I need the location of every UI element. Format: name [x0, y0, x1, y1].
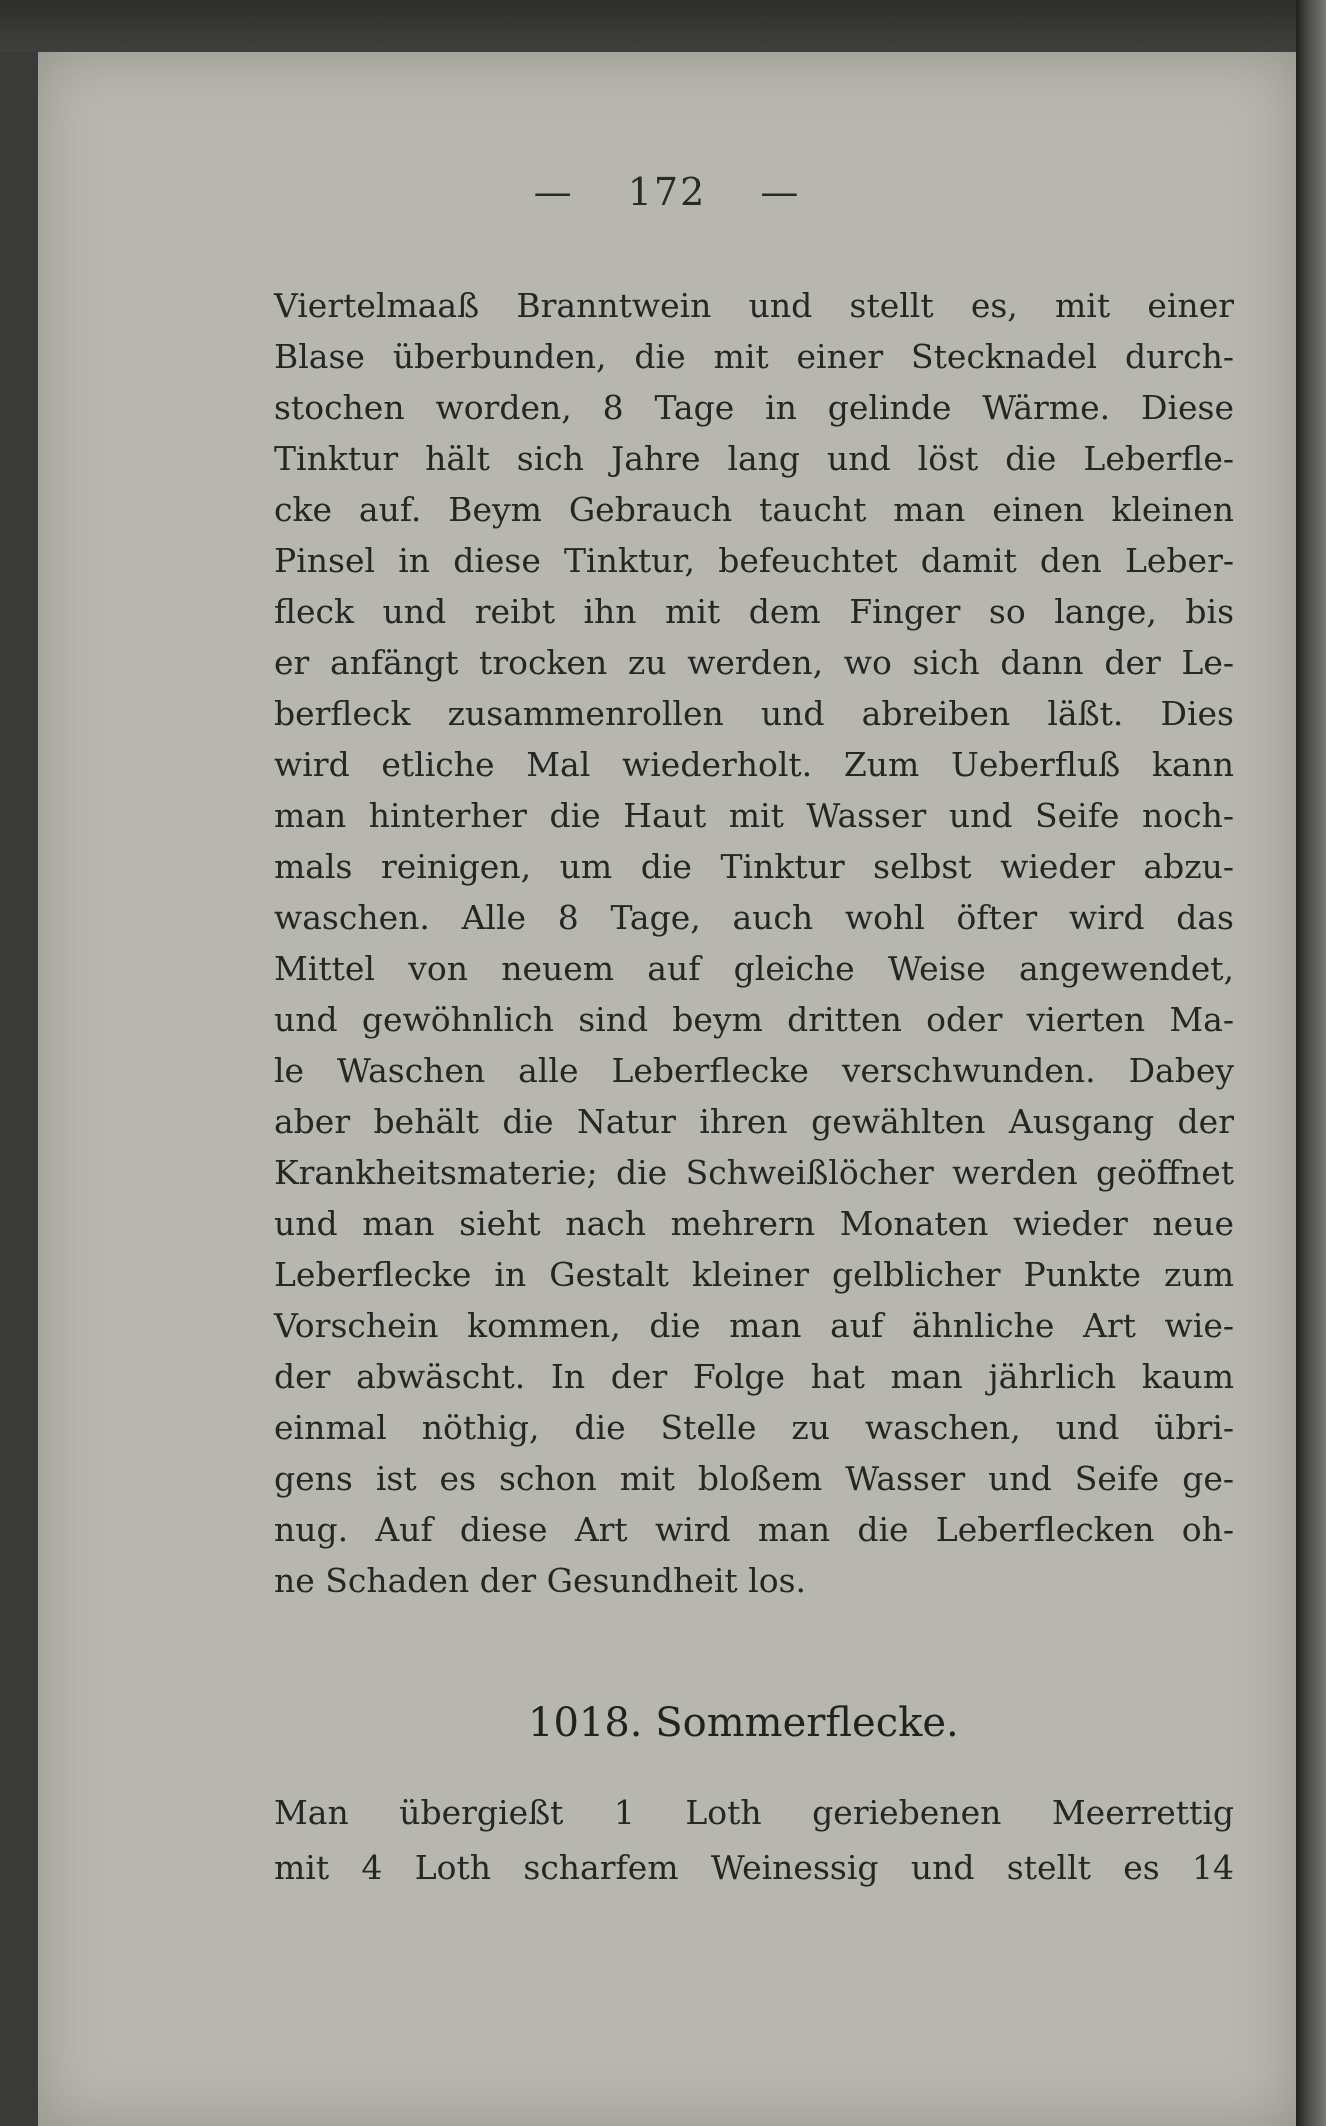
text-line: le Waschen alle Leberflecke verschwunden. Dabey [274, 1051, 1234, 1090]
text-line: berfleck zusammenrollen und abreiben läßt. Dies [274, 694, 1234, 733]
book-page [38, 52, 1296, 2126]
text-line: Tinktur hält sich Jahre lang und löst die Leberfle- [274, 439, 1234, 478]
text-line: fleck und reibt ihn mit dem Finger so lange, bis [274, 592, 1234, 631]
text-line: mit 4 Loth scharfem Weinessig und stellt es 14 [274, 1848, 1234, 1887]
book-binding-edge [1296, 0, 1326, 2126]
text-line: Krankheitsmaterie; die Schweißlöcher werden geöffnet [274, 1153, 1234, 1192]
text-line: Vorschein kommen, die man auf ähnliche Art wie- [274, 1306, 1234, 1345]
page-number: 172 [627, 170, 707, 214]
text-line: aber behält die Natur ihren gewählten Ausgang der [274, 1102, 1234, 1141]
text-line: der abwäscht. In der Folge hat man jährlich kaum [274, 1357, 1234, 1396]
header-dash-left: — [533, 170, 574, 214]
text-line: wird etliche Mal wiederholt. Zum Ueberfluß kann [274, 745, 1234, 784]
text-line: Pinsel in diese Tinktur, befeuchtet damit den Leber- [274, 541, 1234, 580]
scan-top-edge [0, 0, 1326, 52]
text-line: und gewöhnlich sind beym dritten oder vierten Ma- [274, 1000, 1234, 1039]
text-line: man hinterher die Haut mit Wasser und Seife noch- [274, 796, 1234, 835]
page-header [38, 170, 1296, 214]
section-heading: 1018. Sommerflecke. [528, 1700, 959, 1746]
section-paragraph [274, 1785, 1234, 1895]
text-line: Viertelmaaß Branntwein und stellt es, mit einer [274, 286, 1234, 325]
text-line: Mittel von neuem auf gleiche Weise angewendet, [274, 949, 1234, 988]
text-line: mals reinigen, um die Tinktur selbst wieder abzu- [274, 847, 1234, 886]
text-line: gens ist es schon mit bloßem Wasser und Seife ge- [274, 1459, 1234, 1498]
text-line: waschen. Alle 8 Tage, auch wohl öfter wird das [274, 898, 1234, 937]
text-line: und man sieht nach mehrern Monaten wieder neue [274, 1204, 1234, 1243]
text-line: einmal nöthig, die Stelle zu waschen, und übri- [274, 1408, 1234, 1447]
main-paragraph [274, 280, 1234, 1606]
text-line: Man übergießt 1 Loth geriebenen Meerrettig [274, 1793, 1234, 1832]
text-line: ne Schaden der Gesundheit los. [274, 1561, 806, 1600]
text-line: stochen worden, 8 Tage in gelinde Wärme. Diese [274, 388, 1234, 427]
text-line: er anfängt trocken zu werden, wo sich dann der Le- [274, 643, 1234, 682]
text-line: Leberflecke in Gestalt kleiner gelblicher Punkte zum [274, 1255, 1234, 1294]
text-line: nug. Auf diese Art wird man die Leberflecken oh- [274, 1510, 1234, 1549]
text-line: Blase überbunden, die mit einer Stecknadel durch- [274, 337, 1234, 376]
header-dash-right: — [760, 170, 801, 214]
text-line: cke auf. Beym Gebrauch taucht man einen kleinen [274, 490, 1234, 529]
